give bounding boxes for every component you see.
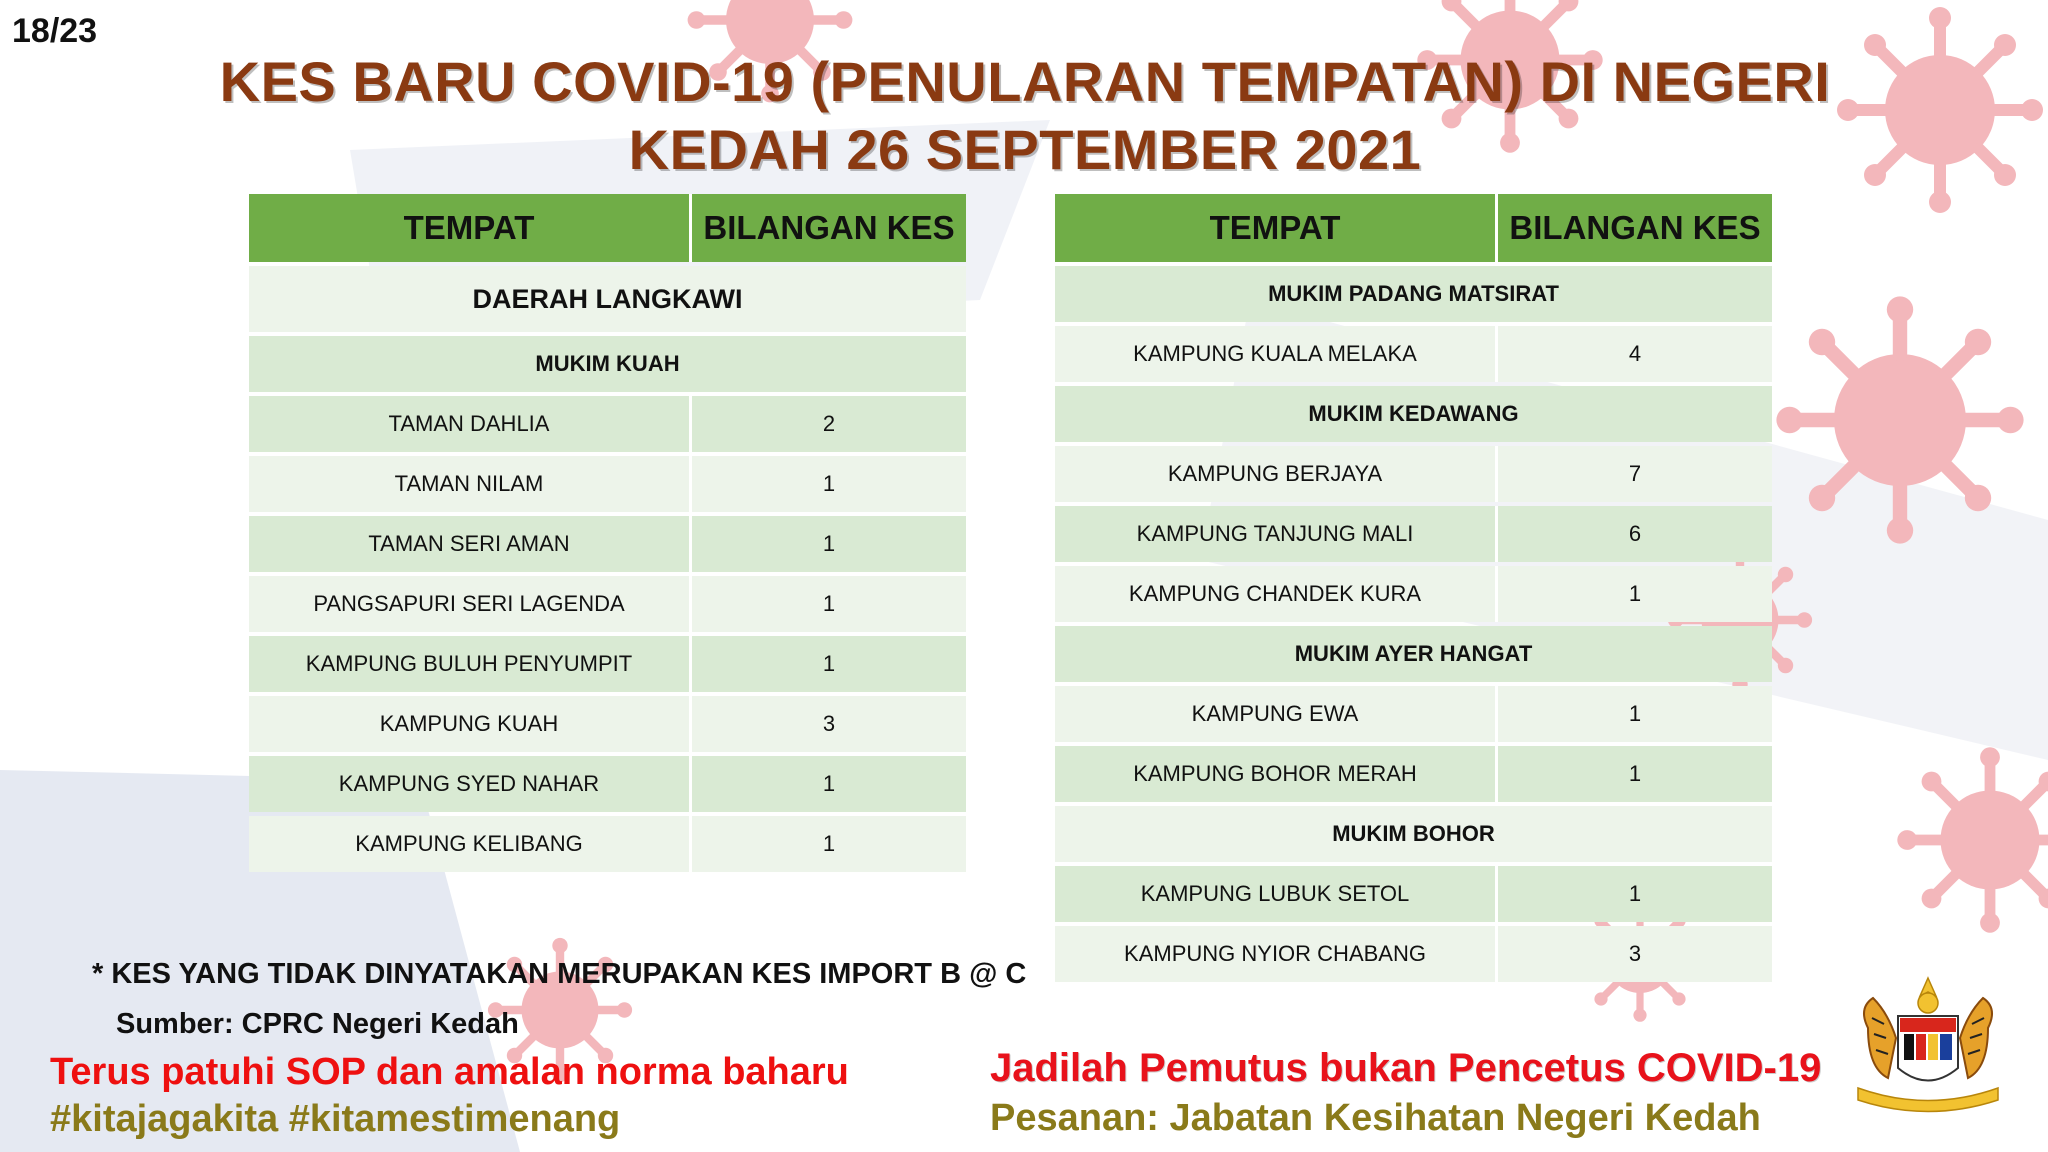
page-counter: 18/23 [12, 12, 98, 50]
table-row [1055, 926, 1772, 982]
data-source: Sumber: CPRC Negeri Kedah [116, 1008, 519, 1040]
place-cell: TAMAN SERI AMAN [249, 516, 692, 572]
table-row [249, 816, 966, 872]
message-credit: Pesanan: Jabatan Kesihatan Negeri Kedah [990, 1097, 1761, 1139]
sop-reminder: Terus patuhi SOP dan amalan norma baharu [50, 1051, 849, 1093]
table-row [249, 636, 966, 692]
place-cell: KAMPUNG KUAH [249, 696, 692, 752]
column-header-place: TEMPAT [1055, 194, 1498, 262]
import-case-note: * KES YANG TIDAK DINYATAKAN MERUPAKAN KES IMPORT B @ C [92, 958, 1027, 990]
column-header-count: BILANGAN KES [692, 194, 966, 262]
place-cell: TAMAN NILAM [249, 456, 692, 512]
mukim-heading: MUKIM PADANG MATSIRAT [1055, 266, 1772, 322]
table-row [249, 456, 966, 512]
place-cell: PANGSAPURI SERI LAGENDA [249, 576, 692, 632]
place-cell: KAMPUNG KELIBANG [249, 816, 692, 872]
table-row [1055, 746, 1772, 802]
place-cell: KAMPUNG TANJUNG MALI [1055, 506, 1498, 562]
mukim-heading: MUKIM BOHOR [1055, 806, 1772, 862]
count-cell: 1 [1498, 746, 1772, 802]
count-cell: 4 [1498, 326, 1772, 382]
cases-table-left [249, 190, 966, 876]
mukim-heading: MUKIM KUAH [249, 336, 966, 392]
count-cell: 3 [692, 696, 966, 752]
mukim-heading: MUKIM KEDAWANG [1055, 386, 1772, 442]
virus-icon [1897, 747, 2048, 932]
coat-of-arms-icon [1828, 968, 2028, 1118]
place-cell: KAMPUNG BOHOR MERAH [1055, 746, 1498, 802]
campaign-slogan: Jadilah Pemutus bukan Pencetus COVID-19 [990, 1046, 1822, 1090]
place-cell: KAMPUNG LUBUK SETOL [1055, 866, 1498, 922]
count-cell: 1 [692, 456, 966, 512]
count-cell: 1 [692, 576, 966, 632]
hashtags: #kitajagakita #kitamestimenang [50, 1098, 621, 1140]
district-heading: DAERAH LANGKAWI [249, 266, 966, 332]
count-cell: 6 [1498, 506, 1772, 562]
page-title [180, 48, 1870, 184]
table-row [1055, 446, 1772, 502]
place-cell: KAMPUNG SYED NAHAR [249, 756, 692, 812]
table-row [1055, 326, 1772, 382]
place-cell: KAMPUNG BERJAYA [1055, 446, 1498, 502]
count-cell: 1 [1498, 566, 1772, 622]
column-header-place: TEMPAT [249, 194, 692, 262]
count-cell: 1 [692, 636, 966, 692]
column-header-count: BILANGAN KES [1498, 194, 1772, 262]
cases-table-right [1055, 190, 1772, 986]
virus-icon [1776, 296, 2023, 543]
table-row [249, 576, 966, 632]
place-cell: TAMAN DAHLIA [249, 396, 692, 452]
mukim-heading: MUKIM AYER HANGAT [1055, 626, 1772, 682]
table-row [1055, 506, 1772, 562]
table-row [1055, 866, 1772, 922]
count-cell: 1 [1498, 866, 1772, 922]
page-title-line-2: KEDAH 26 SEPTEMBER 2021 [628, 118, 1422, 181]
table-row [249, 756, 966, 812]
count-cell: 1 [692, 816, 966, 872]
table-row [1055, 566, 1772, 622]
count-cell: 1 [692, 756, 966, 812]
place-cell: KAMPUNG NYIOR CHABANG [1055, 926, 1498, 982]
count-cell: 1 [692, 516, 966, 572]
place-cell: KAMPUNG KUALA MELAKA [1055, 326, 1498, 382]
table-row [1055, 686, 1772, 742]
count-cell: 1 [1498, 686, 1772, 742]
count-cell: 3 [1498, 926, 1772, 982]
table-row [249, 696, 966, 752]
table-row [249, 516, 966, 572]
place-cell: KAMPUNG BULUH PENYUMPIT [249, 636, 692, 692]
count-cell: 7 [1498, 446, 1772, 502]
place-cell: KAMPUNG EWA [1055, 686, 1498, 742]
page-title-line-1: KES BARU COVID-19 (PENULARAN TEMPATAN) DI NEGERI [219, 50, 1831, 113]
place-cell: KAMPUNG CHANDEK KURA [1055, 566, 1498, 622]
count-cell: 2 [692, 396, 966, 452]
table-row [249, 396, 966, 452]
